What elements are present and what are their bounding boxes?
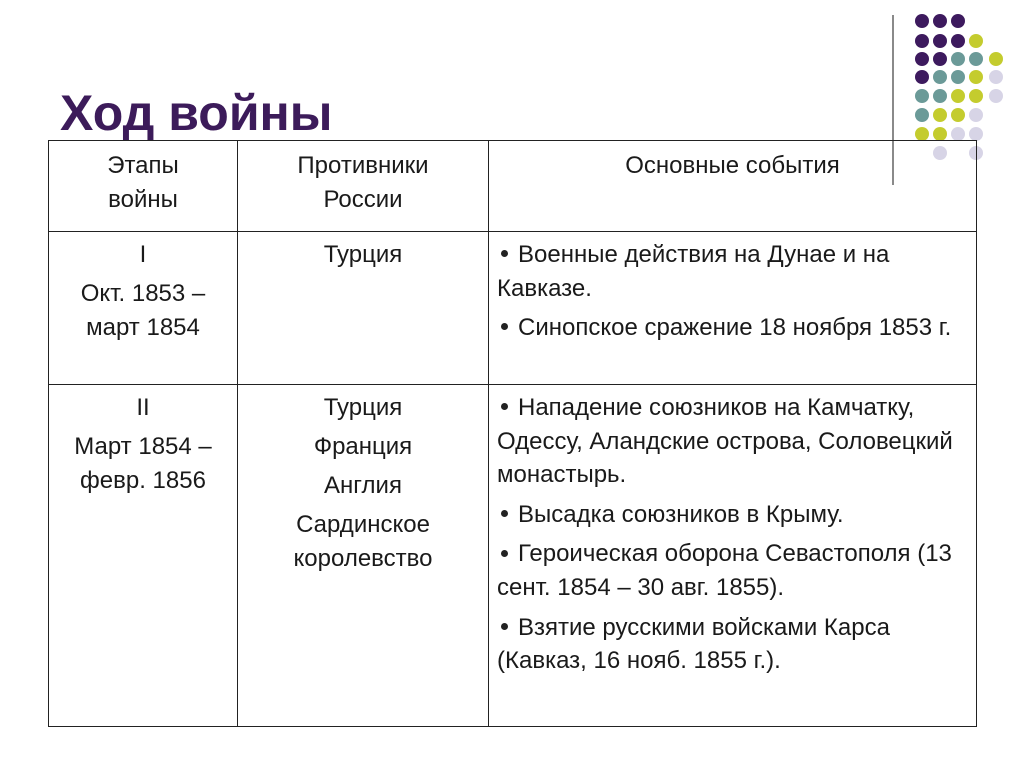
opponents-cell <box>238 232 489 385</box>
stage-period: Окт. 1853 – <box>80 280 206 308</box>
table-row <box>49 232 977 385</box>
decorative-dot <box>951 108 965 122</box>
header-events <box>489 141 977 232</box>
event-text: Высадка союзников в Крыму. <box>518 500 844 528</box>
decorative-dot <box>951 70 965 84</box>
table-header-row <box>49 141 977 232</box>
decorative-dot <box>989 52 1003 66</box>
decorative-dot <box>969 108 983 122</box>
event-item <box>497 311 966 345</box>
opponent-name: Франция <box>313 433 413 461</box>
decorative-dot <box>915 89 929 103</box>
decorative-dot <box>969 34 983 48</box>
decorative-dot <box>989 89 1003 103</box>
header-text: Противники <box>297 152 429 179</box>
bullet-icon <box>501 323 508 330</box>
decorative-dot <box>969 70 983 84</box>
decorative-dot <box>933 14 947 28</box>
opponent-name: Англия <box>324 472 402 500</box>
header-text: Основные события <box>625 152 840 179</box>
decorative-dot <box>951 34 965 48</box>
event-item <box>497 611 966 678</box>
event-item <box>497 391 966 492</box>
header-text: Этапы <box>107 152 179 179</box>
decorative-dot <box>933 127 947 141</box>
war-course-table <box>48 140 977 727</box>
opponents-cell <box>238 385 489 727</box>
decorative-dot <box>933 34 947 48</box>
decorative-dot <box>951 89 965 103</box>
header-opponents <box>238 141 489 232</box>
decorative-dot <box>915 34 929 48</box>
stage-period: февр. 1856 <box>80 467 206 495</box>
bullet-icon <box>501 250 508 257</box>
bullet-icon <box>501 623 508 630</box>
event-text: Героическая оборона Севастополя (13 сент. 1854 – 30 авг. 1855). <box>497 540 952 601</box>
event-item <box>497 498 966 532</box>
bullet-icon <box>501 403 508 410</box>
decorative-dot <box>951 127 965 141</box>
event-text: Военные действия на Дунае и на Кавказе. <box>497 241 890 302</box>
decorative-dot <box>933 52 947 66</box>
decorative-dot <box>933 108 947 122</box>
events-cell <box>489 232 977 385</box>
opponent-name: Турция <box>323 241 403 268</box>
event-text: Синопское сражение 18 ноября 1853 г. <box>518 314 952 342</box>
decorative-dot <box>915 14 929 28</box>
table-row <box>49 385 977 727</box>
header-text: войны <box>108 186 178 214</box>
decorative-dot <box>915 52 929 66</box>
decorative-dot <box>951 14 965 28</box>
opponent-name: Сардинское королевство <box>293 511 433 573</box>
stage-number: I <box>139 241 147 268</box>
decorative-dot <box>969 52 983 66</box>
bullet-icon <box>501 550 508 557</box>
stage-period: март 1854 <box>86 314 200 342</box>
stage-cell <box>49 232 238 385</box>
stage-period: Март 1854 – <box>74 433 212 461</box>
header-stages <box>49 141 238 232</box>
stage-number: II <box>136 394 150 421</box>
event-text: Взятие русскими войсками Карса (Кавказ, 16 нояб. 1855 г.). <box>497 613 890 675</box>
event-item <box>497 238 966 305</box>
decorative-dot <box>933 89 947 103</box>
slide-title: Ход войны <box>60 85 333 141</box>
opponent-name: Турция <box>323 394 403 421</box>
decorative-dot <box>969 127 983 141</box>
header-text: России <box>323 186 403 214</box>
bullet-icon <box>501 510 508 517</box>
stage-cell <box>49 385 238 727</box>
decorative-dot <box>951 52 965 66</box>
decorative-dot <box>915 70 929 84</box>
decorative-dot <box>933 70 947 84</box>
event-text: Нападение союзников на Камчатку, Одессу, Аландские острова, Соловецкий монастырь. <box>497 394 953 489</box>
decorative-dot <box>969 89 983 103</box>
events-cell <box>489 385 977 727</box>
event-item <box>497 537 966 604</box>
decorative-dot <box>915 127 929 141</box>
decorative-dot <box>915 108 929 122</box>
decorative-dot <box>989 70 1003 84</box>
